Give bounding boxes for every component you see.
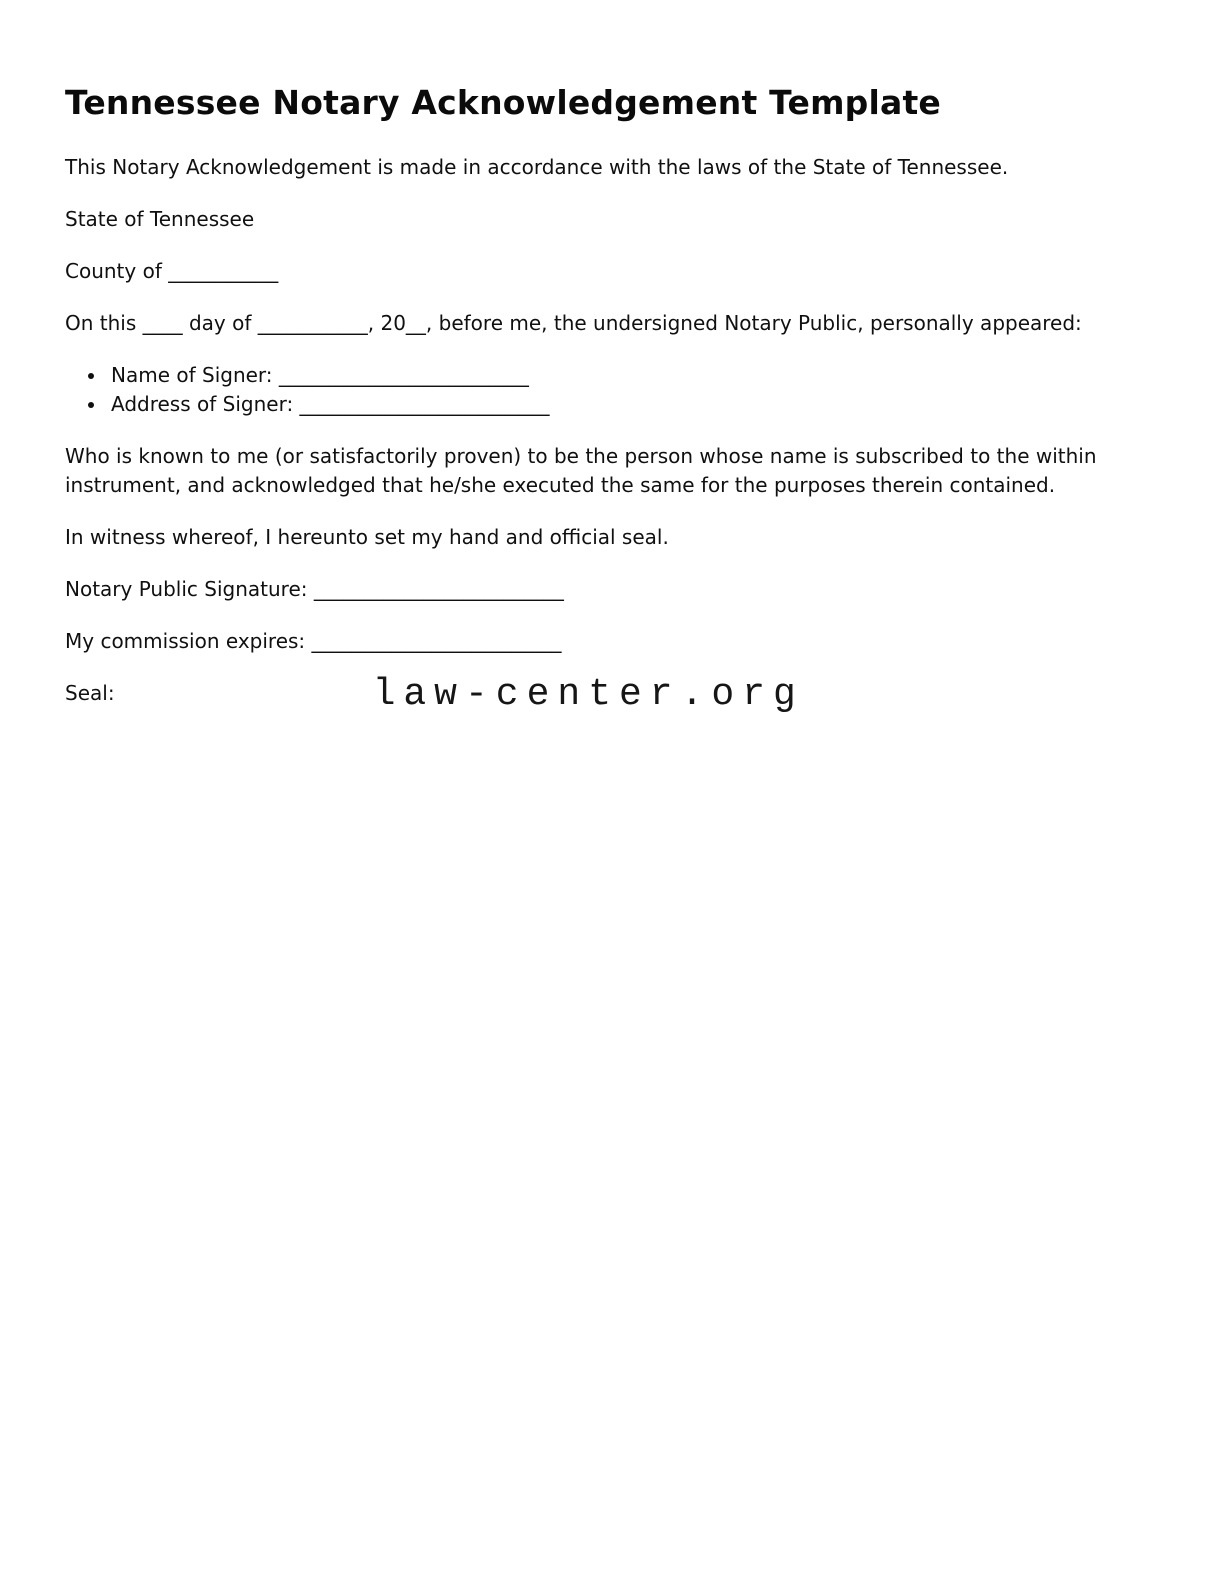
state-line: State of Tennessee (65, 207, 255, 232)
commission-expiry-line: My commission expires: _________________________ (65, 629, 562, 654)
date-line-with-blanks: On this ____ day of ___________, 20__, before me, the undersigned Notary Public, personally appeared: (65, 311, 1082, 336)
notary-signature-line: Notary Public Signature: _________________________ (65, 577, 564, 602)
signer-address-item: • Address of Signer: _________________________ (107, 390, 1131, 419)
acknowledgement-paragraph: Who is known to me (or satisfactorily proven) to be the person whose name is subscribed to the within instrument, and acknowledged that he/she executed the same for the purposes therein contained. (65, 444, 1103, 498)
page-title: Tennessee Notary Acknowledgement Template (65, 83, 942, 122)
witness-line: In witness whereof, I hereunto set my hand and official seal. (65, 525, 669, 550)
law-center-watermark: law-center.org (372, 673, 804, 717)
signer-details-list (65, 361, 1131, 419)
signer-name-item: • Name of Signer: _________________________ (107, 361, 1131, 390)
intro-paragraph: This Notary Acknowledgement is made in accordance with the laws of the State of Tennessee. (65, 155, 1009, 180)
county-line-with-blank: County of ___________ (65, 259, 279, 284)
seal-label: Seal: (65, 681, 115, 706)
seal-section (65, 673, 1131, 717)
